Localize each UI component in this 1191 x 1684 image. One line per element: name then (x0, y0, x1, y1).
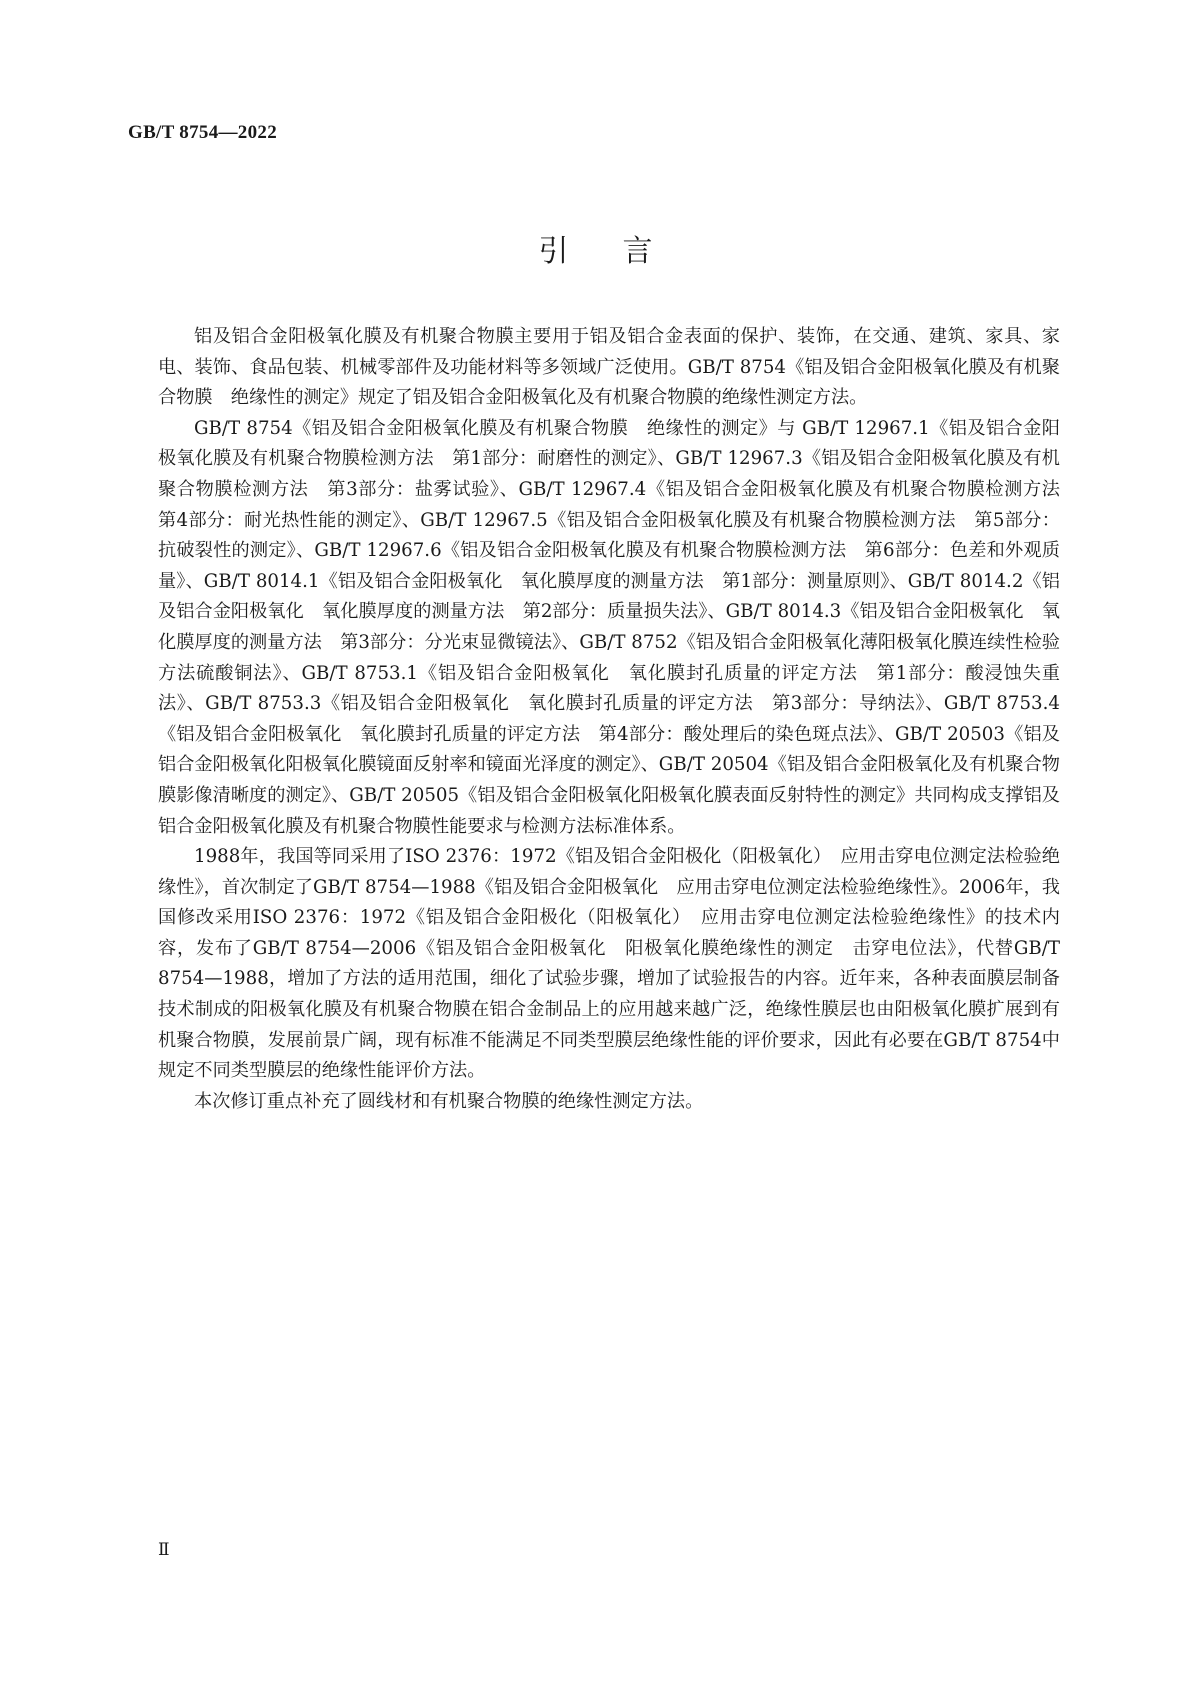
page-title: 引言 (538, 234, 707, 269)
paragraph-3: 1988年，我国等同采用了ISO 2376：1972《铝及铝合金阳极化（阳极氧化） 应用击穿电位测定法检验绝缘性》，首次制定了GB/T 8754—1988《铝及铝合金阳极氧化 应用击穿电位测定法检验绝缘性》。2006年，我国修改采用ISO 2376：1972《铝及铝合金阳极化（阳极氧化） 应用击穿电位测定法检验绝缘性》的技术内容，发布了GB/T 8754—2006《铝及铝合金阳极氧化 阳极氧化膜绝缘性的测定 击穿电位法》，代替GB/T 8754—1988，增加了方法的适用范围，细化了试验步骤，增加了试验报告的内容。近年来，各种表面膜层制备技术制成的阳极氧化膜及有机聚合物膜在铝合金制品上的应用越来越广泛，绝缘性膜层也由阳极氧化膜扩展到有机聚合物膜，发展前景广阔，现有标准不能满足不同类型膜层绝缘性能的评价要求，因此有必要在GB/T 8754中规定不同类型膜层的绝缘性能评价方法。 (158, 846, 1060, 1082)
page-number: Ⅱ (158, 1540, 170, 1559)
standard-code: GB/T 8754—2022 (128, 122, 278, 143)
paragraph-4: 本次修订重点补充了圆线材和有机聚合物膜的绝缘性测定方法。 (194, 1090, 704, 1112)
introduction-body (158, 322, 1079, 1117)
paragraph-2: GB/T 8754《铝及铝合金阳极氧化膜及有机聚合物膜 绝缘性的测定》与 GB/T 12967.1《铝及铝合金阳极氧化膜及有机聚合物膜检测方法 第1部分：耐磨性的测定》、GB/T 12967.3《铝及铝合金阳极氧化膜及有机聚合物膜检测方法 第3部分：盐雾试验》、GB/T 12967.4《铝及铝合金阳极氧化膜及有机聚合物膜检测方法 第4部分：耐光热性能的测定》、GB/T 12967.5《铝及铝合金阳极氧化膜及有机聚合物膜检测方法 第5部分：抗破裂性的测定》、GB/T 12967.6《铝及铝合金阳极氧化膜及有机聚合物膜检测方法 第6部分：色差和外观质量》、GB/T 8014.1《铝及铝合金阳极氧化 氧化膜厚度的测量方法 第1部分：测量原则》、GB/T 8014.2《铝及铝合金阳极氧化 氧化膜厚度的测量方法 第2部分：质量损失法》、GB/T 8014.3《铝及铝合金阳极氧化 氧化膜厚度的测量方法 第3部分：分光束显微镜法》、GB/T 8752《铝及铝合金阳极氧化薄阳极氧化膜连续性检验方法硫酸铜法》、GB/T 8753.1《铝及铝合金阳极氧化 氧化膜封孔质量的评定方法 第1部分：酸浸蚀失重法》、GB/T 8753.3《铝及铝合金阳极氧化 氧化膜封孔质量的评定方法 第3部分：导纳法》、GB/T 8753.4《铝及铝合金阳极氧化 氧化膜封孔质量的评定方法 第4部分：酸处理后的染色斑点法》、GB/T 20503《铝及铝合金阳极氧化阳极氧化膜镜面反射率和镜面光泽度的测定》、GB/T 20504《铝及铝合金阳极氧化及有机聚合物膜影像清晰度的测定》、GB/T 20505《铝及铝合金阳极氧化阳极氧化膜表面反射特性的测定》共同构成支撑铝及铝合金阳极氧化膜及有机聚合物膜性能要求与检测方法标准体系。 (158, 417, 1079, 837)
paragraph-1: 铝及铝合金阳极氧化膜及有机聚合物膜主要用于铝及铝合金表面的保护、装饰，在交通、建筑、家具、家电、装饰、食品包装、机械零部件及功能材料等多领域广泛使用。GB/T 8754《铝及铝合金阳极氧化膜及有机聚合物膜 绝缘性的测定》规定了铝及铝合金阳极氧化及有机聚合物膜的绝缘性测定方法。 (158, 326, 1060, 409)
